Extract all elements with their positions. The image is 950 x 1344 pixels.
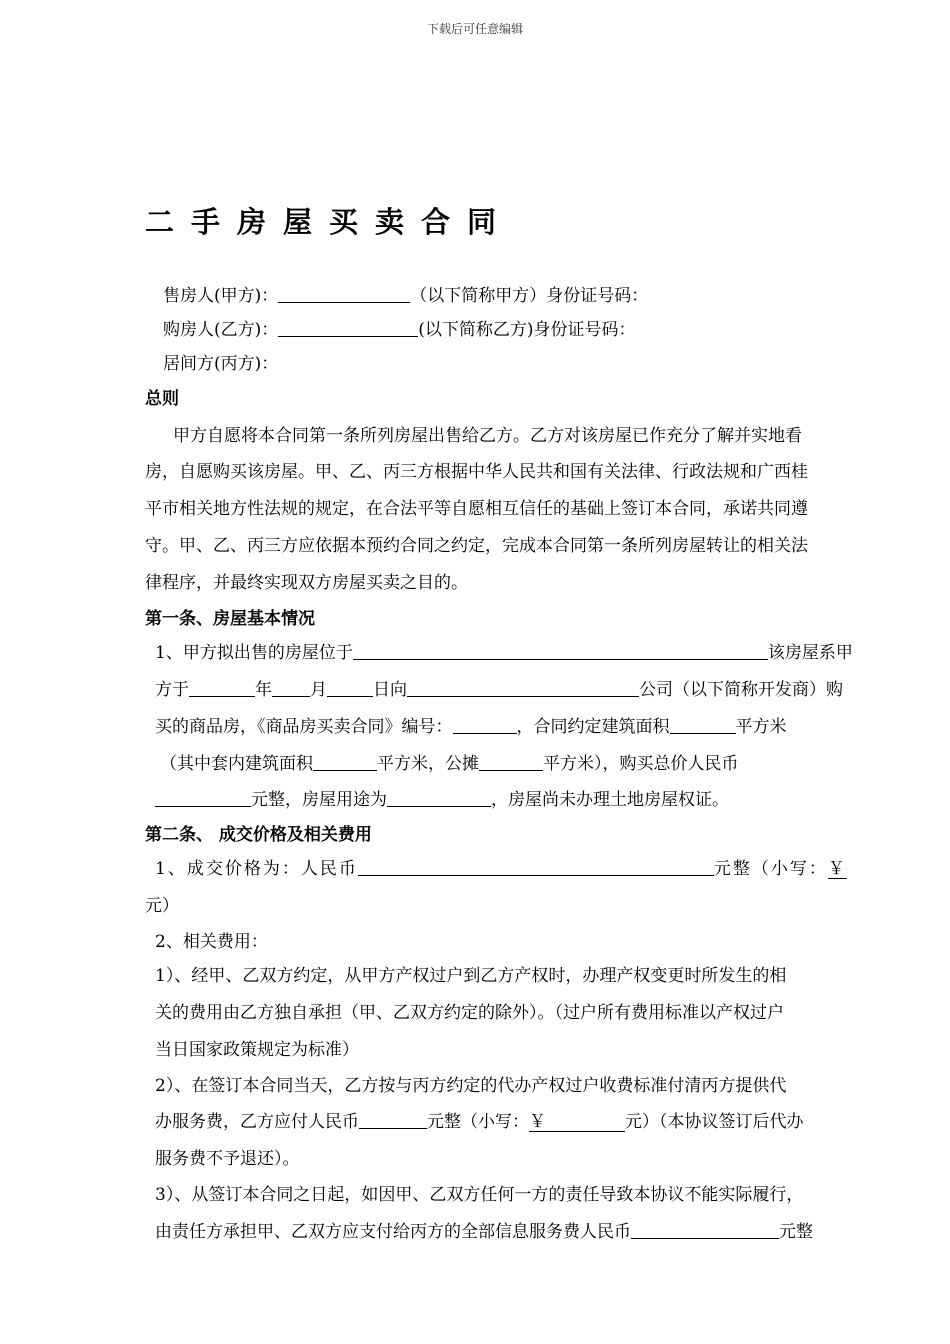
header-note: 下载后可任意编辑 — [426, 22, 523, 36]
general-paragraph-line: 甲方自愿将本合同第一条所列房屋出售给乙方。乙方对该房屋已作充分了解并实地看 — [173, 426, 802, 446]
general-heading: 总则 — [145, 389, 179, 409]
month-blank — [272, 680, 310, 697]
article1-text: （其中套内建筑面积 — [160, 754, 313, 774]
article1-text: 平方米），购买总价人民币 — [543, 754, 739, 774]
address-blank — [353, 643, 768, 660]
buyer-line — [163, 320, 636, 340]
seller-suffix: （以下简称甲方）身份证号码： — [410, 286, 649, 306]
general-paragraph-line: 房，自愿购买该房屋。甲、乙、丙三方根据中华人民共和国有关法律、行政法规和广西桂 — [145, 462, 808, 482]
fee2-text: 办服务费，乙方应付人民币 — [155, 1112, 359, 1132]
buyer-label: 购房人(乙方)： — [163, 320, 279, 340]
inner-area-blank — [313, 754, 377, 771]
article1-text: 买的商品房，《商品房买卖合同》编号： — [155, 717, 453, 737]
seller-label: 售房人(甲方)： — [163, 286, 279, 306]
article1-text: 1、甲方拟出售的房屋位于 — [155, 643, 353, 663]
article1-line-1 — [155, 643, 853, 663]
fee3-line-2 — [155, 1222, 813, 1242]
article2-heading: 第二条、 成交价格及相关费用 — [145, 825, 372, 845]
developer-blank — [407, 680, 639, 697]
article1-text: 日向 — [373, 680, 407, 700]
document-title: 二手房屋买卖合同 — [145, 205, 514, 239]
article1-text: 平方米，公摊 — [377, 754, 479, 774]
article1-line-2 — [155, 680, 843, 700]
price-line-end: 元） — [145, 896, 179, 916]
price-text: 1、成交价格为：人民币 — [155, 859, 358, 879]
info-fee-blank — [631, 1222, 779, 1239]
general-paragraph-line: 平市相关地方性法规的规定，在合法平等自愿相互信任的基础上签订本合同，承诺共同遵 — [145, 499, 808, 519]
fee2-text: 元整（小写： — [427, 1112, 529, 1132]
fee2-line-1: 2）、在签订本合同当天，乙方按与丙方约定的代办产权过户收费标准付清丙方提供代 — [155, 1076, 787, 1096]
article1-heading: 第一条、房屋基本情况 — [145, 609, 315, 629]
article1-text: 方于 — [155, 680, 189, 700]
fee2-text: 元）（本协议签订后代办 — [625, 1112, 804, 1132]
fees-title: 2、相关费用： — [155, 932, 268, 952]
fee3-text: 元整 — [779, 1222, 813, 1242]
article1-text: 该房屋系甲 — [767, 643, 853, 663]
general-paragraph-line: 守。甲、乙、丙三方应依据本预约合同之约定，完成本合同第一条所列房屋转让的相关法 — [145, 536, 808, 556]
article1-text: 公司（以下简称开发商）购 — [639, 680, 843, 700]
day-blank — [327, 680, 373, 697]
buyer-name-blank — [278, 320, 418, 337]
fee3-line-1: 3）、从签订本合同之日起，如因甲、乙双方任何一方的责任导致本协议不能实际履行， — [155, 1185, 804, 1205]
building-area-blank — [670, 717, 736, 734]
agent-line — [163, 354, 278, 374]
price-words-blank — [358, 859, 714, 876]
fee3-text: 由责任方承担甲、乙双方应支付给丙方的全部信息服务费人民币 — [155, 1222, 631, 1242]
article1-line-5 — [155, 790, 729, 810]
service-fee-yen-blank: ￥ — [529, 1113, 625, 1132]
article1-text: 年 — [255, 680, 272, 700]
yen-sign: ￥ — [827, 859, 847, 879]
article1-text: ，合同约定建筑面积 — [516, 717, 670, 737]
agent-label: 居间方(丙方)： — [163, 354, 279, 374]
fee1-line: 1）、经甲、乙双方约定，从甲方产权过户到乙方产权时，办理产权变更时所发生的相 — [155, 966, 787, 986]
fee2-line-2 — [155, 1112, 804, 1132]
article1-line-3 — [155, 717, 787, 737]
article1-text: 平方米 — [735, 717, 787, 737]
usage-blank — [387, 790, 491, 807]
article1-text: ，房屋尚未办理土地房屋权证。 — [491, 790, 729, 810]
general-paragraph-line: 律程序，并最终实现双方房屋买卖之目的。 — [145, 573, 468, 593]
service-fee-blank — [359, 1112, 427, 1129]
article1-text: 元整，房屋用途为 — [251, 790, 387, 810]
fee1-line: 当日国家政策规定为标准） — [155, 1040, 359, 1060]
seller-name-blank — [278, 286, 410, 303]
shared-area-blank — [479, 754, 543, 771]
article1-text: 月 — [310, 680, 327, 700]
year-blank — [189, 680, 255, 697]
seller-line — [163, 286, 648, 306]
price-text: 元整（小写： — [713, 859, 828, 879]
fee2-line-3: 服务费不予退还）。 — [155, 1149, 300, 1169]
total-price-blank — [155, 790, 251, 807]
fee1-line: 关的费用由乙方独自承担（甲、乙双方约定的除外）。（过户所有费用标准以产权过户 — [155, 1003, 784, 1023]
contract-number-blank — [453, 717, 517, 734]
buyer-suffix: (以下简称乙方)身份证号码： — [418, 320, 636, 340]
price-line — [155, 859, 847, 879]
article1-line-4 — [160, 754, 739, 774]
